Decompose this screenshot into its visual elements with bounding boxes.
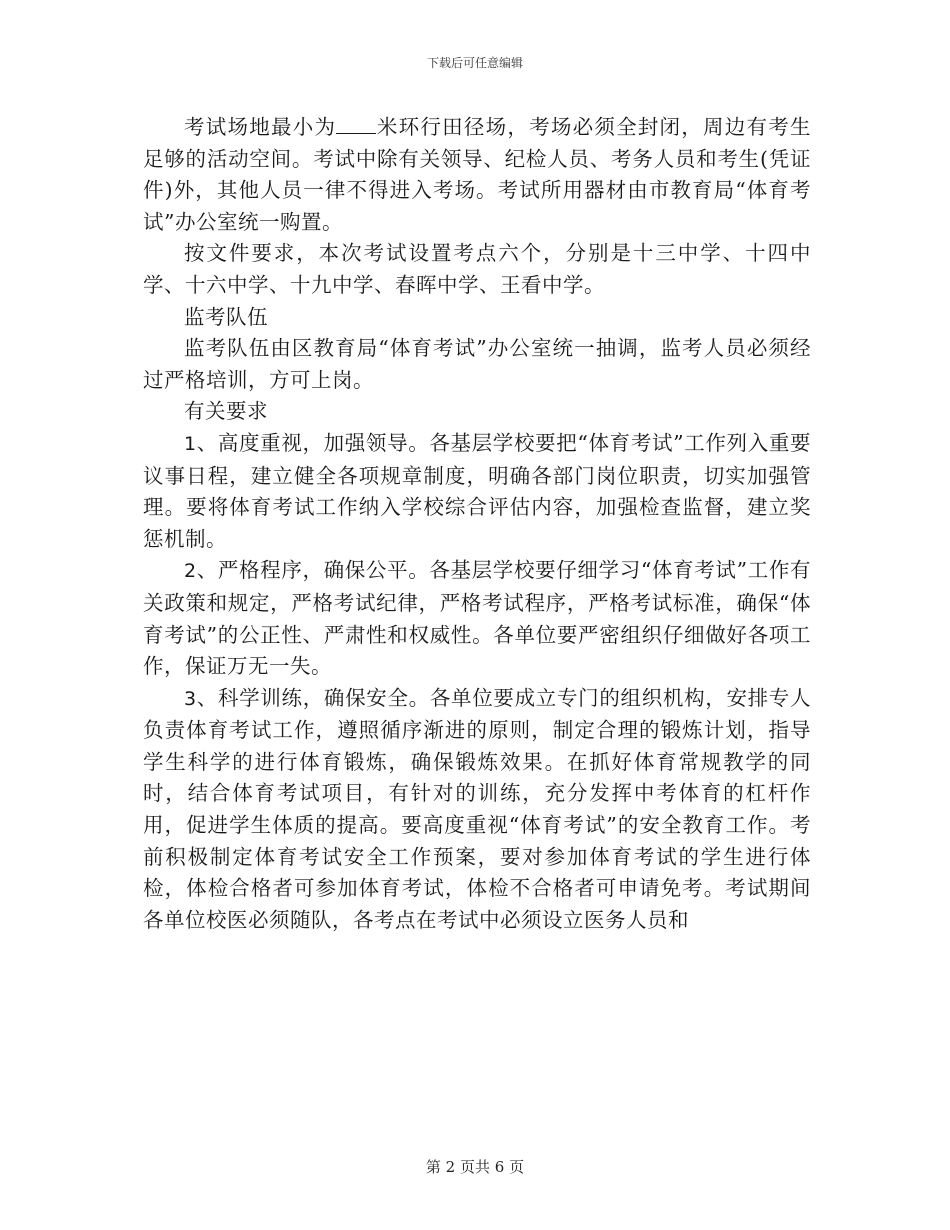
requirement-number: 1 [184,432,197,455]
document-body [143,112,811,936]
paragraph-exam-sites: 按文件要求，本次考试设置考点六个，分别是十三中学、十四中学、十六中学、十九中学、春晖中学、王看中学。 [143,241,811,297]
requirement-item-1 [143,428,811,555]
paragraph-venue [143,112,811,238]
requirement-text: 、严格程序，确保公平。各基层学校要仔细学习“体育考试”工作有关政策和规定，严格考试纪律，严格考试程序，严格考试标准，确保“体育考试”的公正性、严肃性和权威性。各单位要严密组织仔细做好各项工作，保证万无一失。 [143,558,811,679]
requirement-item-3 [143,683,811,937]
heading-supervisors: 监考队伍 [184,304,268,329]
requirement-number: 3 [184,687,197,710]
requirement-number: 2 [184,560,197,583]
paragraph-supervisors: 监考队伍由区教育局“体育考试”办公室统一抽调，监考人员必须经过严格培训，方可上岗。 [143,336,811,392]
page-footer: 第 2 页共 6 页 [425,1158,525,1176]
venue-text-start: 考试场地最小为 [184,115,337,139]
venue-text-end: 米环行田径场，考场必须全封闭，周边有考生足够的活动空间。考试中除有关领导、纪检人员、考务人员和考生(凭证件)外，其他人员一律不得进入考场。考试所用器材由市教育局“体育考试”办公室统一购置。 [143,115,812,234]
page-header: 下载后可任意编辑 [426,56,523,70]
requirement-item-2 [143,555,811,682]
requirement-text: 、高度重视，加强领导。各基层学校要把“体育考试”工作列入重要议事日程，建立健全各项规章制度，明确各部门岗位职责，切实加强管理。要将体育考试工作纳入学校综合评估内容，加强检查监督，建立奖惩机制。 [143,430,811,551]
heading-requirements: 有关要求 [184,399,268,424]
requirement-text: 、科学训练，确保安全。各单位要成立专门的组织机构，安排专人负责体育考试工作，遵照循序渐进的原则，制定合理的锻炼计划，指导学生科学的进行体育锻炼，确保锻炼效果。在抓好体育常规教学的同时，结合体育考试项目，有针对的训练，充分发挥中考体育的杠杆作用，促进学生体质的提高。要高度重视“体育考试”的安全教育工作。考前积极制定体育考试安全工作预案，要对参加体育考试的学生进行体检，体检合格者可参加体育考试，体检不合格者可申请免考。考试期间各单位校医必须随队，各考点在考试中必须设立医务人员和 [143,685,811,932]
fill-in-blank [336,113,376,134]
